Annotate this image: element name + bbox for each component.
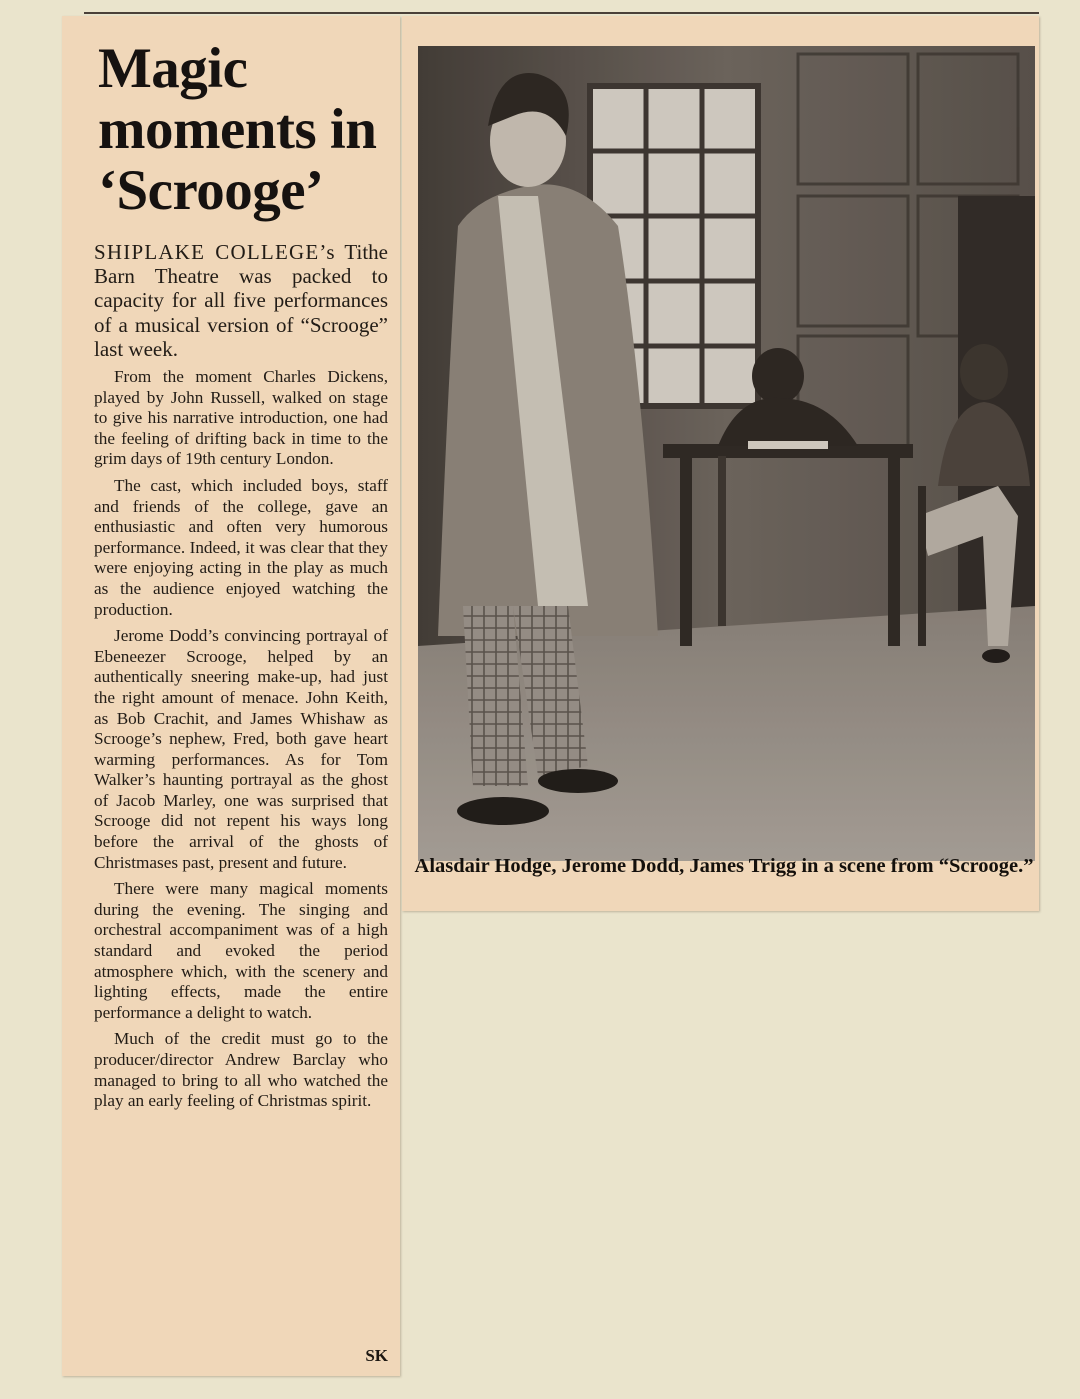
photo-caption: Alasdair Hodge, Jerome Dodd, James Trigg in a scene from “Scrooge.”	[414, 855, 1034, 877]
article-clipping	[62, 16, 400, 1376]
album-page-rule	[84, 12, 1039, 14]
paragraph: Jerome Dodd’s convincing portrayal of Ebeneezer Scrooge, helped by an authentically sneering make-up, had just the right amount of menace. John Keith, as Bob Crachit, and James Whishaw as Scrooge’s nephew, Fred, both gave heart warming performances. As for Tom Walker’s haunting portrayal as the ghost of Jacob Marley, one was surprised that Scrooge did not repent his ways long before the arrival of the ghosts of Christmases past, present and future.	[94, 626, 388, 872]
headline: Magic moments in ‘Scrooge’	[98, 37, 377, 222]
stage-photo	[418, 46, 1035, 861]
lead-kicker: SHIPLAKE COLLEGE’s	[94, 240, 336, 264]
author-signature: SK	[365, 1346, 388, 1365]
paragraph: There were many magical moments during the evening. The singing and orchestral accompaniment was of a high standard and evoked the period atmosphere which, with the scenery and lighting effects, made the entire performance a delight to watch.	[94, 879, 388, 1022]
paragraph: The cast, which included boys, staff and friends of the college, gave an enthusiastic and often very humorous performance. Indeed, it was clear that they were enjoying acting in the play as much as the audience enjoyed watching the production.	[94, 475, 388, 619]
paragraph: Much of the credit must go to the producer/director Andrew Barclay who managed to bring to all who watched the play an early feeling of Christmas spirit.	[94, 1029, 388, 1111]
lead-text: Tithe Barn Theatre was packed to capacity for all five performances of a musical version of “Scrooge” last week.	[94, 240, 389, 361]
article-body	[94, 240, 388, 1118]
photo-clipping	[402, 16, 1039, 911]
lead-paragraph	[94, 240, 388, 361]
paragraph: From the moment Charles Dickens, played by John Russell, walked on stage to give his narrative introduction, one had the feeling of drifting back in time to the grim days of 19th century London.	[94, 367, 388, 469]
